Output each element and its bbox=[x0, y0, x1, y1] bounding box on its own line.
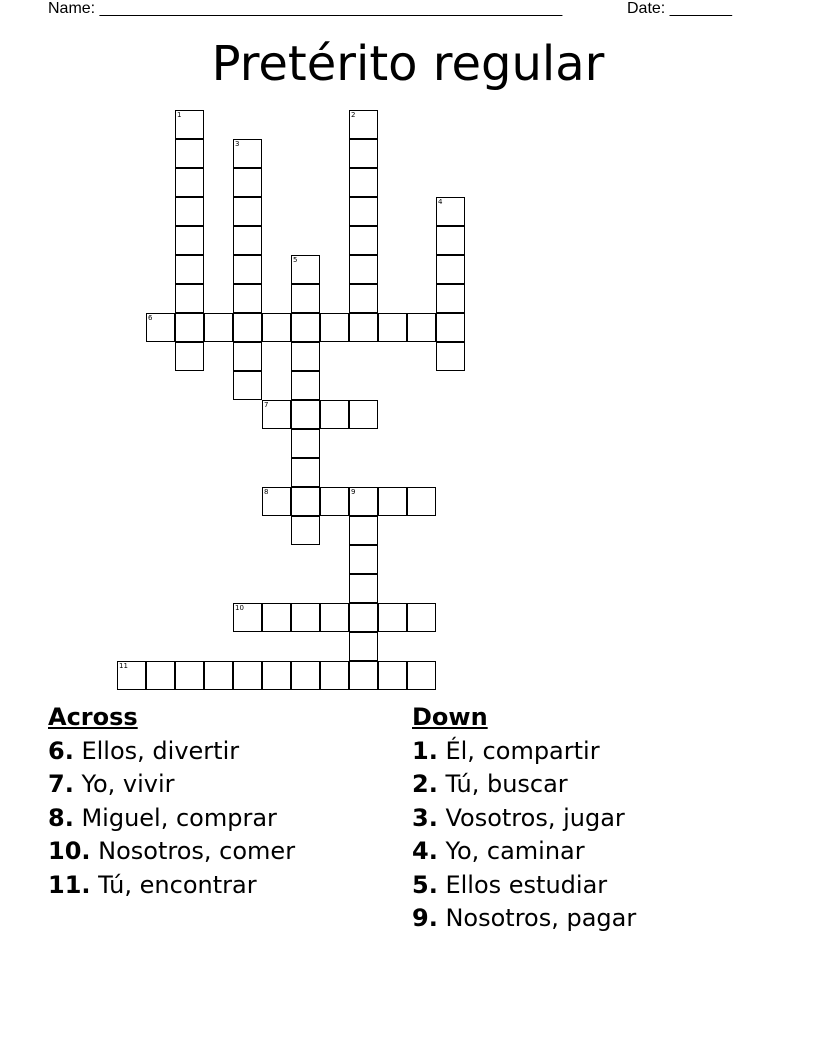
grid-cell[interactable] bbox=[349, 487, 378, 516]
down-heading: Down bbox=[412, 703, 488, 731]
grid-cell[interactable] bbox=[378, 487, 407, 516]
clue-text: Nosotros, comer bbox=[98, 837, 296, 865]
down-clue bbox=[412, 802, 636, 836]
clue-number: 10. bbox=[48, 837, 91, 865]
grid-cell[interactable] bbox=[291, 429, 320, 458]
grid-cell[interactable] bbox=[146, 313, 175, 342]
grid-cell[interactable] bbox=[175, 284, 204, 313]
clue-text: Él, compartir bbox=[445, 736, 600, 765]
grid-cell[interactable] bbox=[349, 197, 378, 226]
cell-number: 9 bbox=[351, 488, 356, 496]
grid-cell[interactable] bbox=[349, 139, 378, 168]
grid-cell[interactable] bbox=[349, 284, 378, 313]
across-clue bbox=[48, 802, 295, 836]
across-clue bbox=[48, 735, 295, 769]
grid-cell[interactable] bbox=[175, 661, 204, 690]
name-field-line: Name: ____________________________________________________ bbox=[48, 0, 563, 17]
grid-cell[interactable] bbox=[262, 487, 291, 516]
cell-number: 11 bbox=[119, 662, 128, 670]
grid-cell[interactable] bbox=[291, 487, 320, 516]
across-clue bbox=[48, 869, 295, 903]
across-clues bbox=[48, 701, 295, 902]
across-clue bbox=[48, 835, 295, 869]
cell-number: 2 bbox=[351, 111, 356, 119]
grid-cell[interactable] bbox=[291, 661, 320, 690]
grid-cell[interactable] bbox=[349, 632, 378, 661]
grid-cell[interactable] bbox=[233, 603, 262, 632]
grid-cell[interactable] bbox=[233, 284, 262, 313]
down-clue bbox=[412, 835, 636, 869]
grid-cell[interactable] bbox=[349, 661, 378, 690]
grid-cell[interactable] bbox=[407, 487, 436, 516]
grid-cell[interactable] bbox=[175, 168, 204, 197]
grid-cell[interactable] bbox=[407, 661, 436, 690]
down-clue bbox=[412, 735, 636, 769]
down-clue bbox=[412, 768, 636, 802]
clue-number: 8. bbox=[48, 803, 74, 832]
cell-number: 4 bbox=[438, 198, 443, 206]
clue-text: Nosotros, pagar bbox=[445, 904, 637, 932]
grid-cell[interactable] bbox=[262, 400, 291, 429]
grid-cell[interactable] bbox=[378, 313, 407, 342]
grid-cell[interactable] bbox=[291, 342, 320, 371]
cell-number: 8 bbox=[264, 488, 269, 496]
grid-cell[interactable] bbox=[175, 313, 204, 342]
grid-cell[interactable] bbox=[320, 603, 349, 632]
grid-cell[interactable] bbox=[349, 545, 378, 574]
grid-cell[interactable] bbox=[291, 255, 320, 284]
grid-cell[interactable] bbox=[349, 110, 378, 139]
grid-cell[interactable] bbox=[233, 197, 262, 226]
grid-cell[interactable] bbox=[291, 603, 320, 632]
clue-text: Yo, vivir bbox=[81, 770, 175, 798]
clue-number: 9. bbox=[412, 904, 438, 932]
down-clue bbox=[412, 869, 636, 903]
grid-cell[interactable] bbox=[436, 342, 465, 371]
grid-cell[interactable] bbox=[291, 313, 320, 342]
grid-cell[interactable] bbox=[407, 313, 436, 342]
grid-cell[interactable] bbox=[436, 197, 465, 226]
grid-cell[interactable] bbox=[262, 603, 291, 632]
grid-cell[interactable] bbox=[349, 574, 378, 603]
grid-cell[interactable] bbox=[291, 458, 320, 487]
grid-cell[interactable] bbox=[349, 255, 378, 284]
grid-cell[interactable] bbox=[320, 400, 349, 429]
grid-cell[interactable] bbox=[378, 661, 407, 690]
grid-cell[interactable] bbox=[233, 168, 262, 197]
clue-text: Tú, buscar bbox=[445, 770, 568, 798]
grid-cell[interactable] bbox=[175, 197, 204, 226]
grid-cell[interactable] bbox=[233, 371, 262, 400]
grid-cell[interactable] bbox=[349, 603, 378, 632]
grid-cell[interactable] bbox=[233, 661, 262, 690]
grid-cell[interactable] bbox=[233, 139, 262, 168]
grid-cell[interactable] bbox=[349, 400, 378, 429]
page-title: Pretérito regular bbox=[211, 36, 605, 92]
grid-cell[interactable] bbox=[291, 284, 320, 313]
grid-cell[interactable] bbox=[436, 313, 465, 342]
grid-cell[interactable] bbox=[349, 168, 378, 197]
grid-cell[interactable] bbox=[349, 226, 378, 255]
clue-text: Ellos, divertir bbox=[81, 736, 240, 765]
across-clue bbox=[48, 768, 295, 802]
across-heading: Across bbox=[48, 703, 138, 731]
grid-cell[interactable] bbox=[320, 313, 349, 342]
cell-number: 5 bbox=[293, 256, 298, 264]
grid-cell[interactable] bbox=[407, 603, 436, 632]
clue-number: 7. bbox=[48, 770, 74, 798]
clue-number: 2. bbox=[412, 770, 438, 798]
cell-number: 3 bbox=[235, 140, 240, 148]
grid-cell[interactable] bbox=[175, 110, 204, 139]
clue-text: Tú, encontrar bbox=[98, 870, 257, 899]
cell-number: 7 bbox=[264, 401, 269, 409]
cell-number: 10 bbox=[235, 604, 244, 612]
grid-cell[interactable] bbox=[175, 255, 204, 284]
grid-cell[interactable] bbox=[262, 313, 291, 342]
grid-cell[interactable] bbox=[320, 661, 349, 690]
grid-cell[interactable] bbox=[175, 342, 204, 371]
clue-text: Vosotros, jugar bbox=[445, 803, 625, 832]
grid-cell[interactable] bbox=[378, 603, 407, 632]
grid-cell[interactable] bbox=[233, 226, 262, 255]
grid-cell[interactable] bbox=[291, 400, 320, 429]
grid-cell[interactable] bbox=[436, 226, 465, 255]
grid-cell[interactable] bbox=[233, 313, 262, 342]
grid-cell[interactable] bbox=[320, 487, 349, 516]
grid-cell[interactable] bbox=[262, 661, 291, 690]
clue-text: Miguel, comprar bbox=[81, 803, 277, 832]
down-clues bbox=[412, 701, 636, 936]
grid-cell[interactable] bbox=[146, 661, 175, 690]
clue-text: Ellos estudiar bbox=[445, 870, 608, 899]
grid-cell[interactable] bbox=[436, 284, 465, 313]
clue-number: 5. bbox=[412, 870, 438, 899]
clue-number: 11. bbox=[48, 870, 91, 899]
grid-cell[interactable] bbox=[349, 516, 378, 545]
grid-cell[interactable] bbox=[291, 371, 320, 400]
grid-cell[interactable] bbox=[117, 661, 146, 690]
grid-cell[interactable] bbox=[204, 313, 233, 342]
cell-number: 6 bbox=[148, 314, 153, 322]
grid-cell[interactable] bbox=[291, 516, 320, 545]
clue-number: 1. bbox=[412, 736, 438, 765]
cell-number: 1 bbox=[177, 111, 182, 119]
clue-number: 3. bbox=[412, 803, 438, 832]
date-field-line: Date: _______ bbox=[627, 0, 732, 17]
grid-cell[interactable] bbox=[436, 255, 465, 284]
clue-number: 6. bbox=[48, 736, 74, 765]
grid-cell[interactable] bbox=[233, 342, 262, 371]
grid-cell[interactable] bbox=[204, 661, 233, 690]
grid-cell[interactable] bbox=[175, 226, 204, 255]
grid-cell[interactable] bbox=[349, 313, 378, 342]
grid-cell[interactable] bbox=[175, 139, 204, 168]
down-clue bbox=[412, 902, 636, 936]
clue-text: Yo, caminar bbox=[445, 837, 585, 865]
clue-number: 4. bbox=[412, 837, 438, 865]
grid-cell[interactable] bbox=[233, 255, 262, 284]
